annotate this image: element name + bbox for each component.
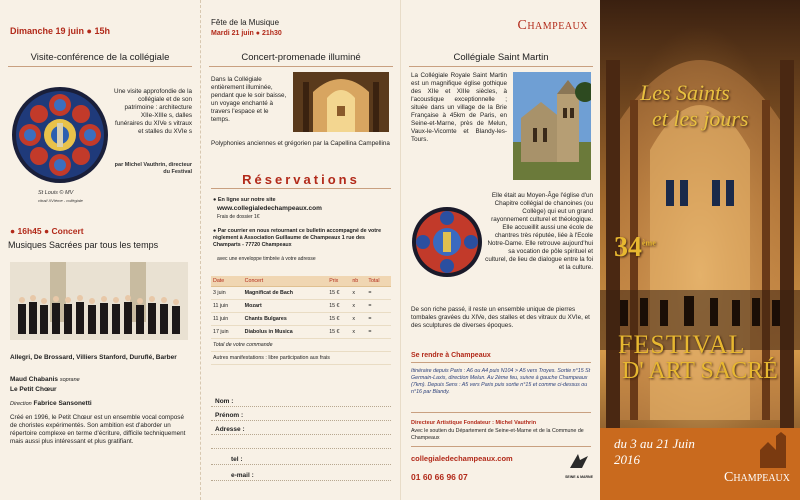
history-text: Elle était au Moyen-Âge l'église d'un Chapitre collégial de chanoines (ou Collège) qui eut un grand rayonnement culturel et théologique. Elle accueillit aussi une école de chantres très réputée, liée à l'Ecole Notre-Dame. Elle retrouve aujourd'hui sa vocation de pôle spirituel et culturel, de lieu de dialogue entre la foi et la culture. — [485, 192, 593, 271]
panel-middle-right — [400, 0, 600, 500]
cell-price: 15 € — [327, 287, 350, 300]
date-header: Dimanche 19 juin ● 15h — [10, 26, 111, 36]
rose-window-image — [10, 85, 110, 185]
support-text: Avec le soutien du Département de Seine-et-Marne et de la Commune de Champeaux — [411, 428, 584, 441]
concert-title: Musiques Sacrées par tous les temps — [8, 240, 159, 250]
website-link[interactable]: collegialedechampeaux.com — [411, 454, 513, 463]
tel-field[interactable] — [211, 464, 391, 465]
online-fee: Frais de dossier 1€ — [217, 214, 260, 220]
collegiale-section — [401, 52, 600, 67]
col-total: Total — [366, 276, 391, 287]
panel-middle-left — [200, 0, 400, 500]
col-concert: Concert — [243, 276, 328, 287]
cell-concert: Mozart — [243, 300, 328, 313]
cell-concert: Magnificat de Bach — [243, 287, 328, 300]
fete-title: Fête de la Musique — [211, 18, 280, 27]
cell-total[interactable]: = — [366, 326, 391, 339]
concert-text: Dans la Collégiale entièrement illuminée, pendant que le soir baisse, un voyage enchanté à travers l'espace et le temps. — [211, 76, 287, 123]
online-url[interactable]: www.collegialedechampeaux.com — [217, 205, 322, 212]
reservations-title: Réservations — [242, 172, 360, 187]
divider — [411, 412, 591, 413]
cell-date: 11 juin — [211, 300, 243, 313]
cell-date: 17 juin — [211, 326, 243, 339]
email-field[interactable] — [211, 480, 391, 481]
cell-nb[interactable]: x — [350, 313, 366, 326]
nave-photo — [293, 72, 389, 132]
total-label: Total de votre commande — [211, 339, 391, 352]
divider — [211, 188, 391, 189]
cell-date: 3 juin — [211, 287, 243, 300]
festival-year: 2016 — [614, 452, 640, 467]
image-caption-sub: vitrail XVIème - collégiale — [38, 198, 83, 203]
tagline-2: et les jours — [652, 106, 749, 131]
table-row-other — [211, 352, 391, 365]
divider — [411, 446, 591, 447]
collegiale-text: La Collégiale Royale Saint Martin est un magnifique église gothique des XIIe et XIIIe siècles, à l'acoustique exceptionnelle ; située dans un village de la Brie Française à 45km de Paris, en Seine-et-Marne, près de Melun, Vaux-le-Vicomte et Blandy-les-Tours. — [411, 72, 507, 143]
prenom-field[interactable] — [211, 420, 391, 421]
access-text: Itinéraire depuis Paris : A6 ou A4 puis N104 > A5 vers Troyes. Sortie n°15 St Germain-Laxis, direction Melun. Au 2ème feu, suivre à gauche Champeaux (7km). Depuis Sens : A5 vers Paris puis sortie n°15 et comme ci-dessus ou n°16 par Blandy. — [411, 368, 591, 395]
composers: Allegri, De Brossard, Villiers Stanford, Duruflé, Barber — [10, 354, 177, 361]
tagline-1: Les Saints — [640, 80, 730, 105]
email-label: e-mail : — [231, 472, 254, 479]
cell-concert: Diabolus in Musica — [243, 326, 328, 339]
dept-logo-icon — [568, 452, 590, 470]
panel-left — [0, 0, 200, 500]
table-row — [211, 326, 391, 339]
col-nb: nb — [350, 276, 366, 287]
nom-label: Nom : — [215, 398, 234, 405]
choir-name: Le Petit Chœur — [10, 386, 57, 393]
divider — [411, 362, 591, 363]
champeaux-logo-cover: Champeaux — [723, 470, 790, 485]
col-date: Date — [211, 276, 243, 287]
table-row — [211, 287, 391, 300]
soloist: Maud Chabanis soprane — [10, 376, 80, 383]
festival-title-1: FESTIVAL — [618, 330, 746, 359]
tel-label: tel : — [231, 456, 243, 463]
cell-total[interactable]: = — [366, 300, 391, 313]
col-price: Prix — [327, 276, 350, 287]
mail-label: ● Par courrier en nous retournant ce bulletin accompagné de votre règlement à Association Guillaume de Champeaux 1 rue des Champarts - 77720 Champeaux — [213, 228, 382, 248]
cell-total[interactable]: = — [366, 313, 391, 326]
visit-by: par Michel Vauthrin, directeur du Festival — [114, 162, 192, 175]
phone-number[interactable]: 01 60 66 96 07 — [411, 472, 468, 482]
adresse-field-2[interactable] — [211, 448, 391, 449]
cell-date: 11 juin — [211, 313, 243, 326]
direction: Direction Fabrice Sansonetti — [10, 400, 92, 407]
church-silhouette-icon — [758, 432, 788, 468]
festival-dates: du 3 au 21 Juin — [614, 436, 695, 451]
table-row — [211, 313, 391, 326]
dept-logo — [565, 452, 593, 479]
prenom-label: Prénom : — [215, 412, 244, 419]
cell-price: 15 € — [327, 326, 350, 339]
choir-bio: Créé en 1996, le Petit Chœur est un ensemble vocal composé de choristes expérimentés. Son ambition est d'aborder un répertoire complexe en terme d'écriture, difficile techniquement mais aussi plus intéressant et plus gratifiant. — [10, 414, 186, 445]
dept-label: SEINE & MARNE — [565, 475, 593, 479]
edition-number: 34ème — [614, 232, 656, 263]
online-label: ● En ligne sur notre site — [213, 197, 276, 203]
order-table-wrapper — [211, 276, 391, 365]
choir-photo — [10, 262, 188, 340]
image-caption: St Louis © MV — [38, 190, 74, 196]
cell-nb[interactable]: x — [350, 300, 366, 313]
access-title: Se rendre à Champeaux — [411, 352, 491, 359]
nom-field[interactable] — [211, 406, 391, 407]
church-photo — [513, 72, 591, 180]
fete-date: Mardi 21 juin ● 21h30 — [211, 30, 282, 37]
adresse-field[interactable] — [211, 434, 391, 435]
visit-title: Visite-conférence de la collégiale — [8, 52, 192, 67]
table-row — [211, 300, 391, 313]
concert-title: Concert-promenade illuminé — [209, 52, 393, 67]
cell-price: 15 € — [327, 300, 350, 313]
cell-nb[interactable]: x — [350, 326, 366, 339]
cell-concert: Chants Bulgares — [243, 313, 328, 326]
concert-text-2: Polyphonies anciennes et grégorien par la Capellina Campellina — [211, 140, 390, 147]
collegiale-title: Collégiale Saint Martin — [409, 52, 593, 67]
stained-glass-image — [411, 206, 483, 278]
adresse-label: Adresse : — [215, 426, 245, 433]
director-text: Directeur Artistique Fondateur : Michel Vauthrin — [411, 420, 537, 426]
mail-note: avec une enveloppe timbrée à votre adresse — [217, 256, 316, 262]
table-row-total — [211, 339, 391, 352]
heritage-text: De son riche passé, il reste un ensemble unique de pierres tombales gravées du XIVe, des stalles et des vitraux du XVIe, et des sculptures de diverses époques. — [411, 306, 590, 329]
order-table — [211, 276, 391, 365]
concert-time: ● 16h45 ● Concert — [10, 226, 84, 236]
visit-section — [0, 52, 200, 67]
concert-section — [201, 52, 400, 67]
cell-total[interactable]: = — [366, 287, 391, 300]
champeaux-logo-top: Champeaux — [517, 18, 588, 33]
festival-title-2: D' ART SACRÉ — [622, 358, 778, 384]
visit-text: Une visite approfondie de la collégiale et de son patrimoine : architecture XIIe-XIIIe s, dalles funéraires du XIVe s vitraux et stalles du XVIe s — [113, 88, 192, 135]
cell-nb[interactable]: x — [350, 287, 366, 300]
other-label: Autres manifestations : libre participation aux frais — [211, 352, 391, 365]
panel-cover — [600, 0, 800, 500]
cell-price: 15 € — [327, 313, 350, 326]
